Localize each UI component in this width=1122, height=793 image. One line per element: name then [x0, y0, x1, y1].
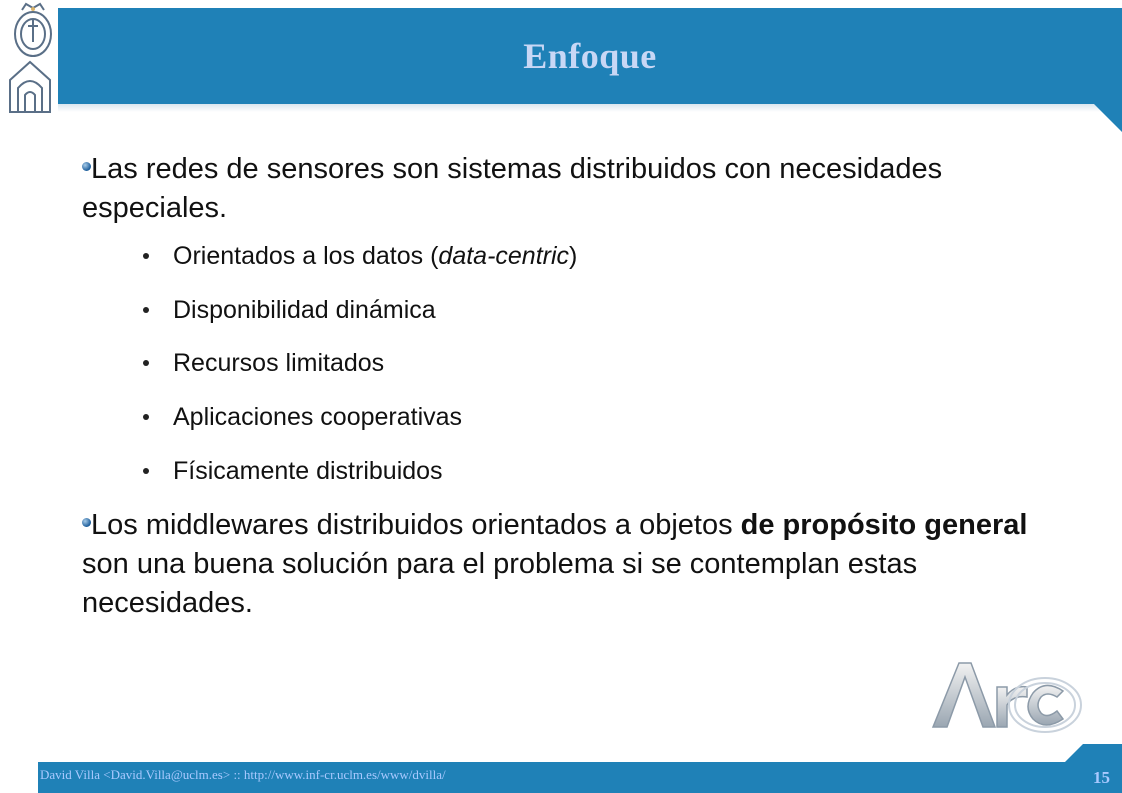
sub-bullet-dot-icon — [143, 360, 149, 366]
sub-bullet-cooperative-apps: Aplicaciones cooperativas — [143, 402, 462, 432]
sub-bullet-physically-distributed: Físicamente distribuidos — [143, 456, 443, 486]
bullet-sphere-icon — [82, 162, 91, 171]
sub-bullet-dot-icon — [143, 414, 149, 420]
sub-bullet-dynamic-availability: Disponibilidad dinámica — [143, 295, 436, 325]
bullet-sensor-networks: Las redes de sensores son sistemas distribuidos con necesidades especiales. — [82, 153, 943, 224]
footer-notch — [1065, 744, 1083, 762]
page-number: 15 — [1093, 767, 1110, 787]
bullet-middlewares: Los middlewares distribuidos orientados a objetos de propósito general son una buena solución para el problema si se contemplan estas necesidades. — [82, 509, 1028, 619]
bullet-sphere-icon — [82, 518, 91, 527]
sub-bullet-dot-icon — [143, 307, 149, 313]
sub-bullet-dot-icon — [143, 253, 149, 259]
sub-bullet-limited-resources: Recursos limitados — [143, 348, 384, 378]
sub-bullet-dot-icon — [143, 468, 149, 474]
arco-logo-icon — [925, 655, 1085, 740]
footer-ext — [1083, 744, 1122, 762]
slide-title: Enfoque — [523, 36, 657, 76]
sub-bullet-data-centric: Orientados a los datos (data-centric) — [143, 241, 577, 271]
footer-author-link[interactable]: David Villa <David.Villa@uclm.es> :: http://www.inf-cr.uclm.es/www/dvilla/ — [40, 767, 446, 782]
